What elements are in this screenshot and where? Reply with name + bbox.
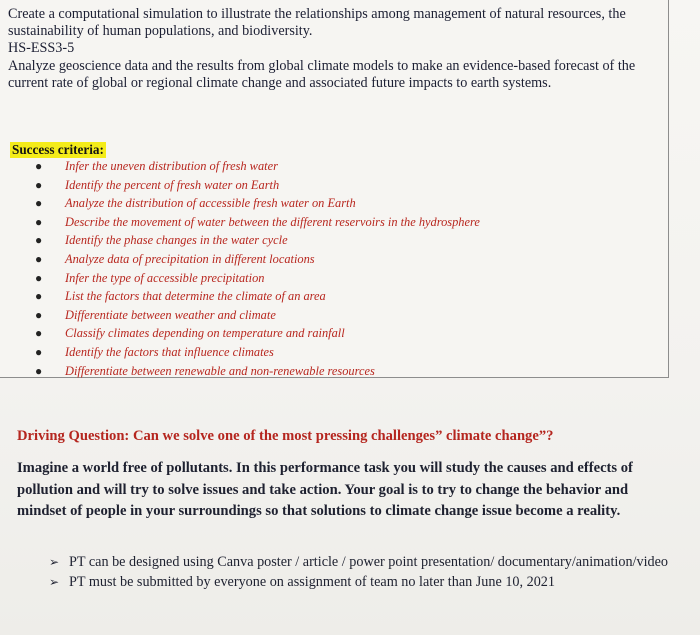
pt-item: ➢ PT must be submitted by everyone on assignment of team no later than June 10, 2021 (49, 574, 555, 590)
bullet-icon: ● (35, 270, 43, 285)
standards-box: Create a computational simulation to illustrate the relationships among management of natural resources, the sustainability of human populations, and biodiversity. HS-ESS3-5 Analyze geoscience data and the results from global climate models to make an evidence-based forecast of the current rate of global or regional climate change and associated future impacts to earth systems. Success criteria: ● Infer the uneven distribution of fresh water ● Identify the percent of fresh water on Earth ● Analyze the distribution of accessible fresh water on Earth ● Describe the movement of water between the different reservoirs in the hydrosphere ● Identify the phase changes in the water cycle ● Analyze data of precipitation in different locations ● Infer the type of accessible precipitation ● List the factors that determine the climate of an area ● Differentiate between weather and climate ● Classify climates depending on temperature and rainfall ● Identify the factors that influence climates ● Differentiate between renewable and non-renewable resources (0, 0, 669, 378)
bullet-icon: ● (35, 289, 43, 304)
standard-code: HS-ESS3-5 (8, 40, 75, 57)
bullet-icon: ● (35, 344, 43, 359)
task-description: Imagine a world free of pollutants. In this performance task you will study the causes and effects of pollution and will try to solve issues and take action. Your goal is to try to change the behavior and mindset of people in your surroundings so that solutions to climate change issue become a reality. (17, 460, 633, 519)
performance-task-list (49, 553, 669, 593)
bullet-icon: ● (35, 251, 43, 266)
standards-text (8, 6, 663, 92)
arrow-bullet-icon: ➢ (49, 575, 60, 589)
standard-description-1: Create a computational simulation to illustrate the relationships among management of natural resources, the sustainability of human populations, and biodiversity. (8, 6, 626, 40)
bullet-icon: ● (35, 159, 43, 173)
standard-description-2: Analyze geoscience data and the results from global climate models to make an evidence-based forecast of the current rate of global or regional climate change and associated future impacts to earth systems. (8, 57, 636, 91)
bullet-icon: ● (35, 363, 43, 378)
bullet-icon: ● (35, 177, 43, 192)
bullet-icon: ● (35, 326, 43, 341)
bullet-icon: ● (35, 233, 43, 248)
driving-question: Driving Question: Can we solve one of the most pressing challenges” climate change”? (17, 428, 554, 444)
arrow-bullet-icon: ➢ (49, 555, 60, 569)
pt-item: ➢ PT can be designed using Canva poster / article / power point presentation/ documentary/animation/video (49, 554, 669, 570)
bullet-icon: ● (35, 307, 43, 322)
bullet-icon: ● (35, 196, 43, 211)
success-criteria-heading: Success criteria: (12, 142, 104, 157)
bullet-icon: ● (35, 214, 43, 229)
